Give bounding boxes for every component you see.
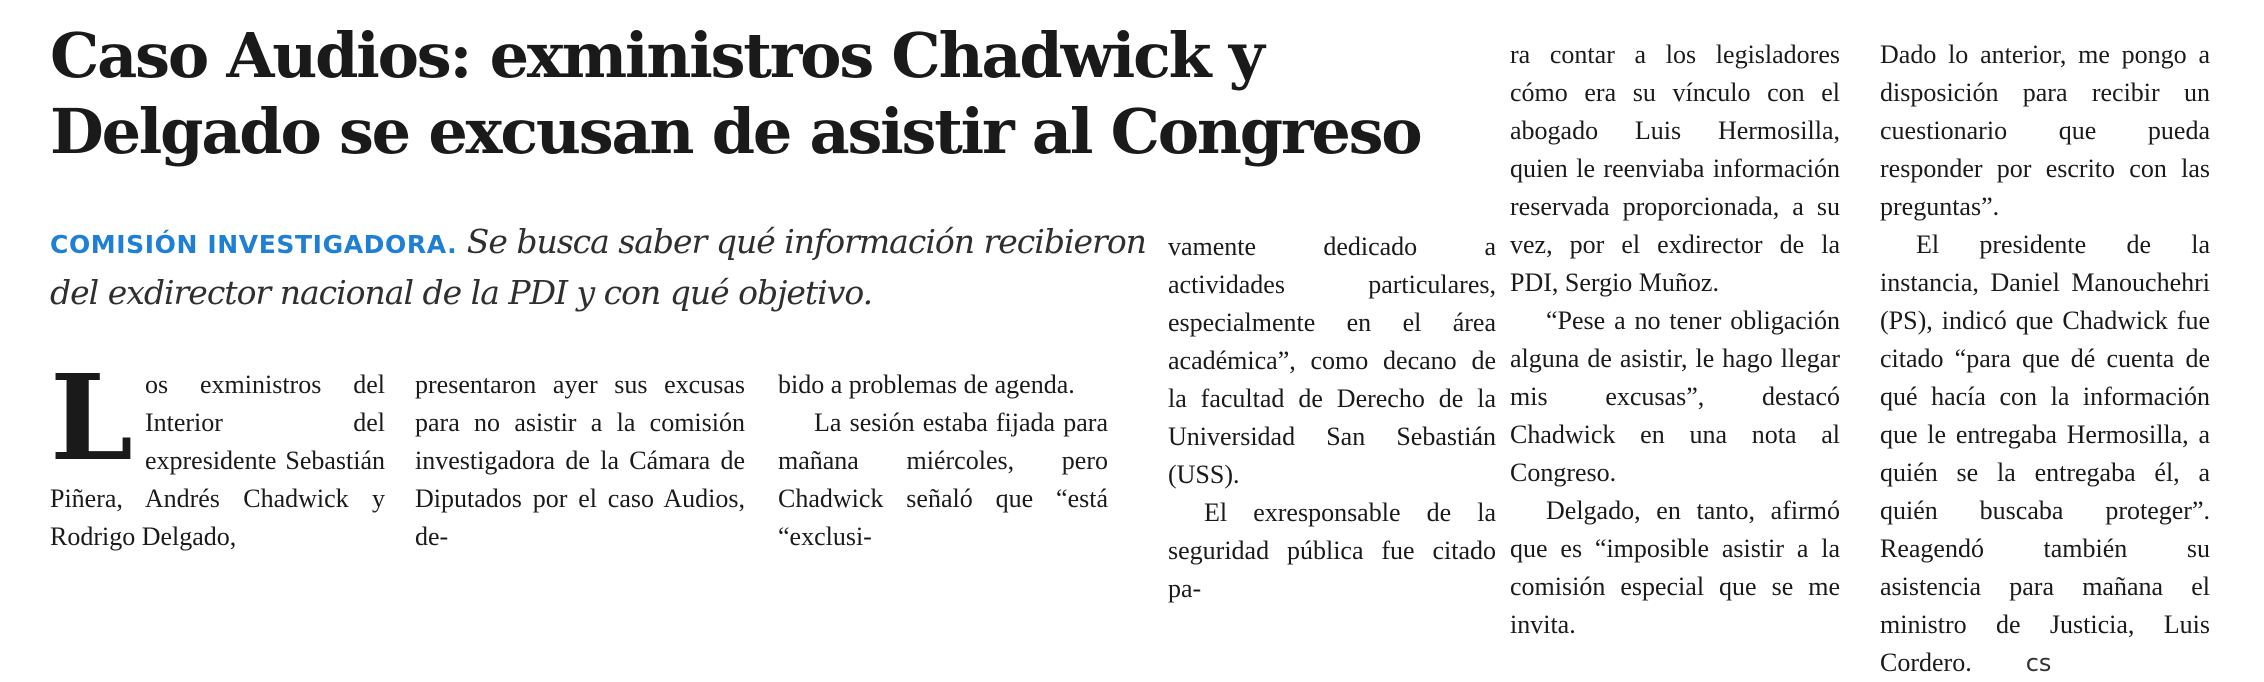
body-column-1 [50, 348, 385, 556]
deck-text: Se busca saber qué información recibieron del exdirector nacional de la PDI y con qué objetivo. [50, 222, 1146, 312]
article-headline [50, 18, 1470, 170]
end-of-article-mark: cs [2025, 649, 2052, 677]
body-column-4 [1168, 228, 1496, 608]
article-deck [50, 218, 1170, 317]
paragraph: Delgado, en tanto, afirmó que es “imposible asistir a la comisión especial que se me invita. [1510, 496, 1840, 639]
paragraph [1880, 226, 2210, 682]
paragraph: presentaron ayer sus excusas para no asistir a la comisión investigadora de la Cámara de Diputados por el caso Audios, de- [415, 370, 745, 551]
paragraph: El exresponsable de la seguridad pública fue citado pa- [1168, 498, 1496, 603]
section-kicker: COMISIÓN INVESTIGADORA. [50, 230, 458, 259]
paragraph: “Pese a no tener obligación alguna de asistir, le hago llegar mis excusas”, destacó Chadwick en una nota al Congreso. [1510, 306, 1840, 487]
drop-cap: L [50, 348, 133, 487]
paragraph: Dado lo anterior, me pongo a disposición para recibir un cuestionario que pueda responder por escrito con las preguntas”. [1880, 40, 2210, 221]
dropcap-paragraph [50, 348, 385, 556]
paragraph: ra contar a los legisladores cómo era su vínculo con el abogado Luis Hermosilla, quien le reenviaba información reservada proporcionada, a su vez, por el exdirector de la PDI, Sergio Muñoz. [1510, 40, 1840, 297]
body-column-3 [778, 366, 1108, 556]
headline-line-2: Delgado se excusan de asistir al Congreso [50, 95, 1421, 168]
headline-line-1: Caso Audios: exministros Chadwick y [50, 19, 1263, 92]
paragraph: vamente dedicado a actividades particulares, especialmente en el área académica”, como decano de la facultad de Derecho de la Universidad San Sebastián (USS). [1168, 232, 1496, 489]
body-column-5 [1510, 36, 1840, 644]
paragraph: La sesión estaba fijada para mañana miércoles, pero Chadwick señaló que “está “exclusi- [778, 408, 1108, 551]
paragraph-text: El presidente de la instancia, Daniel Manouchehri (PS), indicó que Chadwick fue citado “para que dé cuenta de qué hacía con la información que le entregaba Hermosilla, a quién se la entregaba él, a quién buscaba proteger”. Reagendó también su asistencia para mañana el ministro de Justicia, Luis Cordero. [1880, 230, 2210, 677]
body-column-6 [1880, 36, 2210, 682]
paragraph: bido a problemas de agenda. [778, 370, 1075, 399]
body-column-2 [415, 366, 745, 556]
paragraph: os exministros del Interior del expresidente Sebastián Piñera, Andrés Chadwick y Rodrigo Delgado, [50, 370, 385, 551]
